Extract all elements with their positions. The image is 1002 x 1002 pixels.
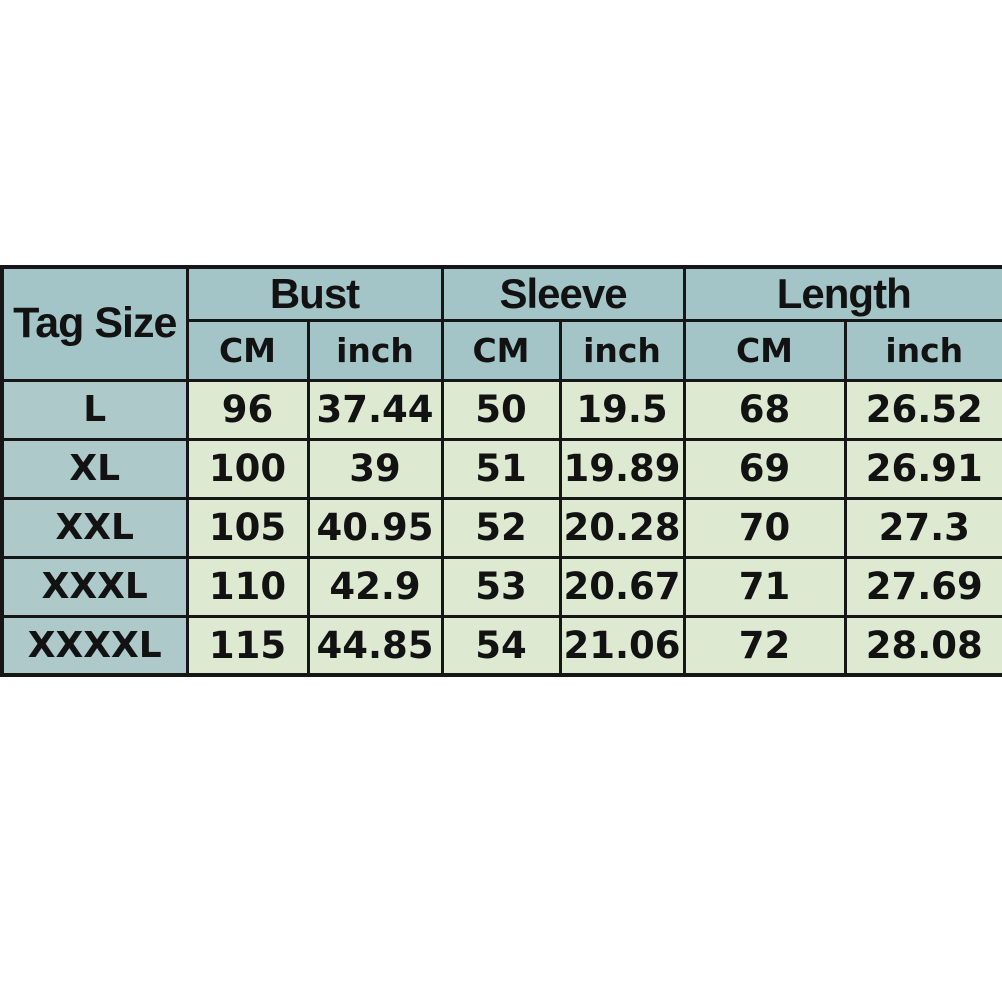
size-row-l (2, 380, 1002, 439)
cell-length-cm: 70 (684, 498, 845, 557)
size-label: XXXXL (2, 616, 187, 675)
corner-header-tag-size: Tag Size (2, 267, 187, 380)
group-header-bust: Bust (187, 267, 442, 320)
cell-bust-inch: 42.9 (308, 557, 442, 616)
cell-length-inch: 26.52 (845, 380, 1002, 439)
cell-sleeve-cm: 51 (442, 439, 560, 498)
cell-length-inch: 26.91 (845, 439, 1002, 498)
cell-sleeve-inch: 20.28 (560, 498, 684, 557)
size-label: XL (2, 439, 187, 498)
group-header-length: Length (684, 267, 1002, 320)
cell-bust-cm: 96 (187, 380, 308, 439)
cell-bust-cm: 110 (187, 557, 308, 616)
size-row-xxl (2, 498, 1002, 557)
cell-sleeve-cm: 52 (442, 498, 560, 557)
size-row-xxxl (2, 557, 1002, 616)
cell-bust-cm: 115 (187, 616, 308, 675)
cell-sleeve-cm: 54 (442, 616, 560, 675)
unit-header-length-cm: CM (684, 320, 845, 380)
cell-length-inch: 28.08 (845, 616, 1002, 675)
cell-sleeve-cm: 50 (442, 380, 560, 439)
cell-bust-inch: 39 (308, 439, 442, 498)
size-label: L (2, 380, 187, 439)
group-header-sleeve: Sleeve (442, 267, 684, 320)
unit-header-length-inch: inch (845, 320, 1002, 380)
cell-length-cm: 69 (684, 439, 845, 498)
unit-header-bust-inch: inch (308, 320, 442, 380)
cell-bust-inch: 44.85 (308, 616, 442, 675)
size-label: XXXL (2, 557, 187, 616)
cell-length-cm: 72 (684, 616, 845, 675)
cell-bust-inch: 37.44 (308, 380, 442, 439)
cell-sleeve-inch: 20.67 (560, 557, 684, 616)
cell-bust-inch: 40.95 (308, 498, 442, 557)
size-label: XXL (2, 498, 187, 557)
size-row-xl (2, 439, 1002, 498)
cell-sleeve-cm: 53 (442, 557, 560, 616)
header-group-row (2, 267, 1002, 320)
cell-sleeve-inch: 19.89 (560, 439, 684, 498)
cell-length-cm: 71 (684, 557, 845, 616)
cell-sleeve-inch: 21.06 (560, 616, 684, 675)
cell-bust-cm: 105 (187, 498, 308, 557)
unit-header-sleeve-inch: inch (560, 320, 684, 380)
unit-header-bust-cm: CM (187, 320, 308, 380)
cell-length-cm: 68 (684, 380, 845, 439)
cell-length-inch: 27.3 (845, 498, 1002, 557)
cell-sleeve-inch: 19.5 (560, 380, 684, 439)
cell-length-inch: 27.69 (845, 557, 1002, 616)
size-row-xxxxl (2, 616, 1002, 675)
unit-header-sleeve-cm: CM (442, 320, 560, 380)
cell-bust-cm: 100 (187, 439, 308, 498)
size-chart-table (0, 265, 1002, 677)
